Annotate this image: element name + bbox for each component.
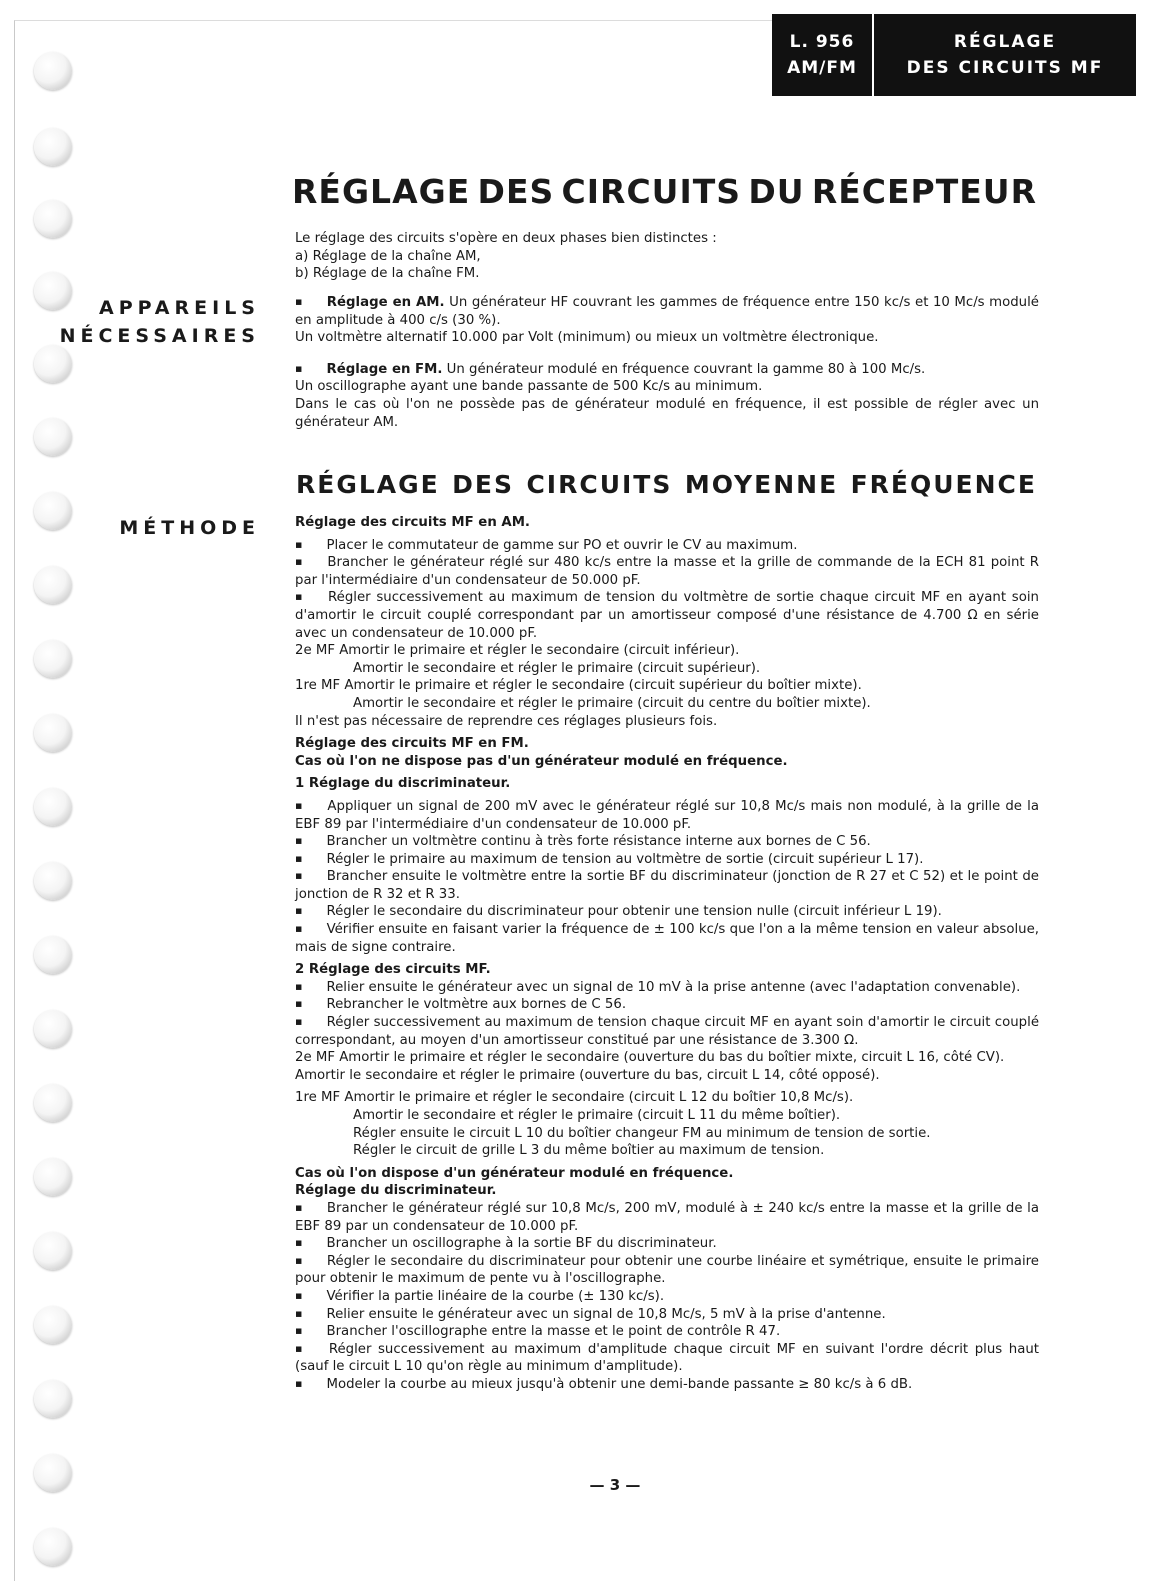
appareils-fm [295, 361, 1039, 379]
appareils-am-head: Réglage en AM. [326, 295, 445, 310]
fm-case2-bullet: ▪ Vérifier la partie linéaire de la courbe (± 130 kc/s). [295, 1288, 1039, 1306]
appareils-fm-head: Réglage en FM. [326, 361, 443, 377]
binding-hole [34, 640, 72, 678]
fm-step1-bullet: ▪ Régler le primaire au maximum de tension au voltmètre de sortie (circuit supérieur L 17). [295, 851, 1039, 869]
appareils-am [295, 294, 1039, 329]
intro-block [295, 230, 1039, 283]
fm-step1-bullet: ▪ Vérifier ensuite en faisant varier la fréquence de ± 100 kc/s que l'on a la même tension en valeur absolue, mais de signe contraire. [295, 921, 1039, 956]
side-label-line: NÉCESSAIRES [59, 325, 260, 347]
intro-line: b) Réglage de la chaîne FM. [295, 266, 480, 282]
title-word: RÉCEPTEUR [811, 172, 1037, 211]
header-section [874, 14, 1136, 96]
am-mf1-line: 1re MF Amortir le primaire et régler le secondaire (circuit supérieur du boîtier mixte). [295, 678, 862, 694]
fm-step1-bullet: ▪ Brancher un voltmètre continu à très forte résistance interne aux bornes de C 56. [295, 833, 1039, 851]
binding-hole [34, 566, 72, 604]
binding-hole [34, 128, 72, 166]
section-title [296, 470, 1037, 499]
fm-case1: Cas où l'on ne dispose pas d'un générateur modulé en fréquence. [295, 753, 788, 769]
header-box [772, 14, 1136, 96]
fm-mf1-line: Amortir le secondaire et régler le primaire (circuit L 11 du même boîtier). [353, 1108, 841, 1123]
am-heading: Réglage des circuits MF en AM. [295, 515, 530, 530]
fm-mf1-line: 1re MF Amortir le primaire et régler le secondaire (circuit L 12 du boîtier 10,8 Mc/s). [295, 1090, 854, 1106]
binding-holes [0, 0, 80, 1587]
header-section-line1: RÉGLAGE [953, 32, 1057, 52]
header-reference [772, 14, 874, 96]
fm-step1-bullet: ▪ Brancher ensuite le voltmètre entre la sortie BF du discriminateur (jonction de R 27 et C 52) et le point de jonction de R 32 et R 33. [295, 868, 1039, 903]
section-title-word: CIRCUITS [526, 470, 673, 499]
fm-mf1-line: Régler ensuite le circuit L 10 du boîtier changeur FM au minimum de tension de sortie. [353, 1125, 931, 1141]
side-label-methode [119, 514, 260, 542]
fm-case2: Cas où l'on dispose d'un générateur modulé en fréquence. [295, 1165, 734, 1181]
fm-case2-bullet: ▪ Régler le secondaire du discriminateur pour obtenir une courbe linéaire et symétrique, ensuite le primaire pour obtenir le maximum de pente vu à l'oscillographe. [295, 1253, 1039, 1288]
header-ref-line1: L. 956 [789, 32, 855, 52]
appareils-block [295, 294, 1039, 431]
binding-hole [34, 1158, 72, 1196]
side-label-line: APPAREILS [99, 297, 260, 319]
fm-heading: Réglage des circuits MF en FM. [295, 736, 529, 752]
fm-step1: 1 Réglage du discriminateur. [295, 776, 511, 792]
am-mf2-line: 2e MF Amortir le primaire et régler le secondaire (circuit inférieur). [295, 643, 740, 659]
fm-case2-sub: Réglage du discriminateur. [295, 1183, 497, 1199]
fm-mf2-line: Amortir le secondaire et régler le primaire (ouverture du bas, circuit L 14, côté opposé). [295, 1067, 880, 1083]
title-word: CIRCUITS [561, 172, 742, 211]
section-title-word: MOYENNE [684, 470, 839, 499]
section-title-word: RÉGLAGE [296, 470, 440, 499]
fm-case2-bullet: ▪ Brancher le générateur réglé sur 10,8 Mc/s, 200 mV, modulé à ± 240 kc/s entre la masse et la grille de la EBF 89 par un condensateur de 10.000 pF. [295, 1200, 1039, 1235]
binding-hole [34, 1084, 72, 1122]
fm-case2-bullet: ▪ Modeler la courbe au mieux jusqu'à obtenir une demi-bande passante ≥ 80 kc/s à 6 dB. [295, 1376, 1039, 1394]
binding-hole [34, 418, 72, 456]
binding-hole [34, 492, 72, 530]
binding-hole [34, 788, 72, 826]
binding-hole [34, 936, 72, 974]
fm-step1-bullet: ▪ Appliquer un signal de 200 mV avec le générateur réglé sur 10,8 Mc/s mais non modulé, à la grille de la EBF 89 par l'intermédiaire d'un condensateur de 10.000 pF. [295, 798, 1039, 833]
section-title-word: DES [452, 470, 515, 499]
section-title-word: FRÉQUENCE [850, 470, 1037, 499]
appareils-fm-text: Un générateur modulé en fréquence couvrant la gamme 80 à 100 Mc/s. [442, 361, 926, 377]
page-number: — 3 — [589, 1476, 641, 1494]
appareils-fm-text2: Un oscillographe ayant une bande passante de 500 Kc/s au minimum. [295, 379, 763, 395]
am-mf2-line: Amortir le secondaire et régler le primaire (circuit supérieur). [353, 660, 761, 676]
header-section-line2: DES CIRCUITS MF [906, 58, 1104, 78]
title-word: RÉGLAGE [292, 172, 471, 211]
fm-case2-bullet: ▪ Brancher un oscillographe à la sortie BF du discriminateur. [295, 1235, 1039, 1253]
fm-mf2-line: 2e MF Amortir le primaire et régler le secondaire (ouverture du bas du boîtier mixte, circuit L 16, côté CV). [295, 1050, 1005, 1066]
side-label-appareils [60, 294, 260, 350]
am-bullet: ▪ Brancher le générateur réglé sur 480 kc/s entre la masse et la grille de commande de la ECH 81 point R par l'intermédiaire d'un condensateur de 50.000 pF. [295, 554, 1039, 589]
intro-line: a) Réglage de la chaîne AM, [295, 248, 481, 264]
binding-hole [34, 1232, 72, 1270]
page-title [292, 172, 1037, 211]
fm-step1-bullet: ▪ Régler le secondaire du discriminateur pour obtenir une tension nulle (circuit inférieur L 19). [295, 903, 1039, 921]
fm-step2-bullet: ▪ Relier ensuite le générateur avec un signal de 10 mV à la prise antenne (avec l'adaptation convenable). [295, 979, 1039, 997]
fm-mf1-line: Régler le circuit de grille L 3 du même boîtier au maximum de tension. [353, 1143, 825, 1159]
appareils-fm-text3: Dans le cas où l'on ne possède pas de générateur modulé en fréquence, il est possible de régler avec un générateur AM. [295, 396, 1039, 430]
binding-hole [34, 1010, 72, 1048]
header-ref-line2: AM/FM [787, 58, 857, 78]
am-mf1-line: Amortir le secondaire et régler le primaire (circuit du centre du boîtier mixte). [353, 695, 871, 711]
methode-block [295, 514, 1039, 1394]
binding-hole [34, 1380, 72, 1418]
binding-hole [34, 862, 72, 900]
fm-step2-bullet: ▪ Régler successivement au maximum de tension chaque circuit MF en ayant soin d'amortir le circuit couplé correspondant, au moyen d'un amortisseur constitué par une résistance de 3.300 Ω. [295, 1014, 1039, 1049]
appareils-am-text2: Un voltmètre alternatif 10.000 par Volt (minimum) ou mieux un voltmètre électronique. [295, 330, 879, 346]
binding-hole [34, 1528, 72, 1566]
fm-case2-bullet: ▪ Relier ensuite le générateur avec un signal de 10,8 Mc/s, 5 mV à la prise d'antenne. [295, 1306, 1039, 1324]
binding-hole [34, 52, 72, 90]
fm-step2: 2 Réglage des circuits MF. [295, 962, 491, 978]
binding-hole [34, 714, 72, 752]
side-label-line: MÉTHODE [119, 517, 260, 539]
appareils-am-text: Un générateur HF couvrant les gammes de fréquence entre 150 kc/s et 10 Mc/s modulé en amplitude à 400 c/s (30 %). [295, 295, 1039, 328]
fm-case2-bullet: ▪ Régler successivement au maximum d'amplitude chaque circuit MF en suivant l'ordre décrit plus haut (sauf le circuit L 10 qu'on règle au minimum d'amplitude). [295, 1341, 1039, 1376]
title-word: DES [477, 172, 555, 211]
am-bullet: ▪ Placer le commutateur de gamme sur PO et ouvrir le CV au maximum. [295, 537, 1039, 555]
intro-line: Le réglage des circuits s'opère en deux phases bien distinctes : [295, 231, 717, 246]
binding-hole [34, 1306, 72, 1344]
am-bullet: ▪ Régler successivement au maximum de tension du voltmètre de sortie chaque circuit MF en ayant soin d'amortir le circuit couplé correspondant par un amortisseur composé d'une résistance de 4.700 Ω en série avec un condensateur de 10.000 pF. [295, 589, 1039, 642]
binding-hole [34, 200, 72, 238]
title-word: DU [748, 172, 805, 211]
fm-step2-bullet: ▪ Rebrancher le voltmètre aux bornes de C 56. [295, 996, 1039, 1014]
am-note: Il n'est pas nécessaire de reprendre ces réglages plusieurs fois. [295, 713, 718, 729]
binding-hole [34, 345, 72, 383]
fm-case2-bullet: ▪ Brancher l'oscillographe entre la masse et le point de contrôle R 47. [295, 1323, 1039, 1341]
